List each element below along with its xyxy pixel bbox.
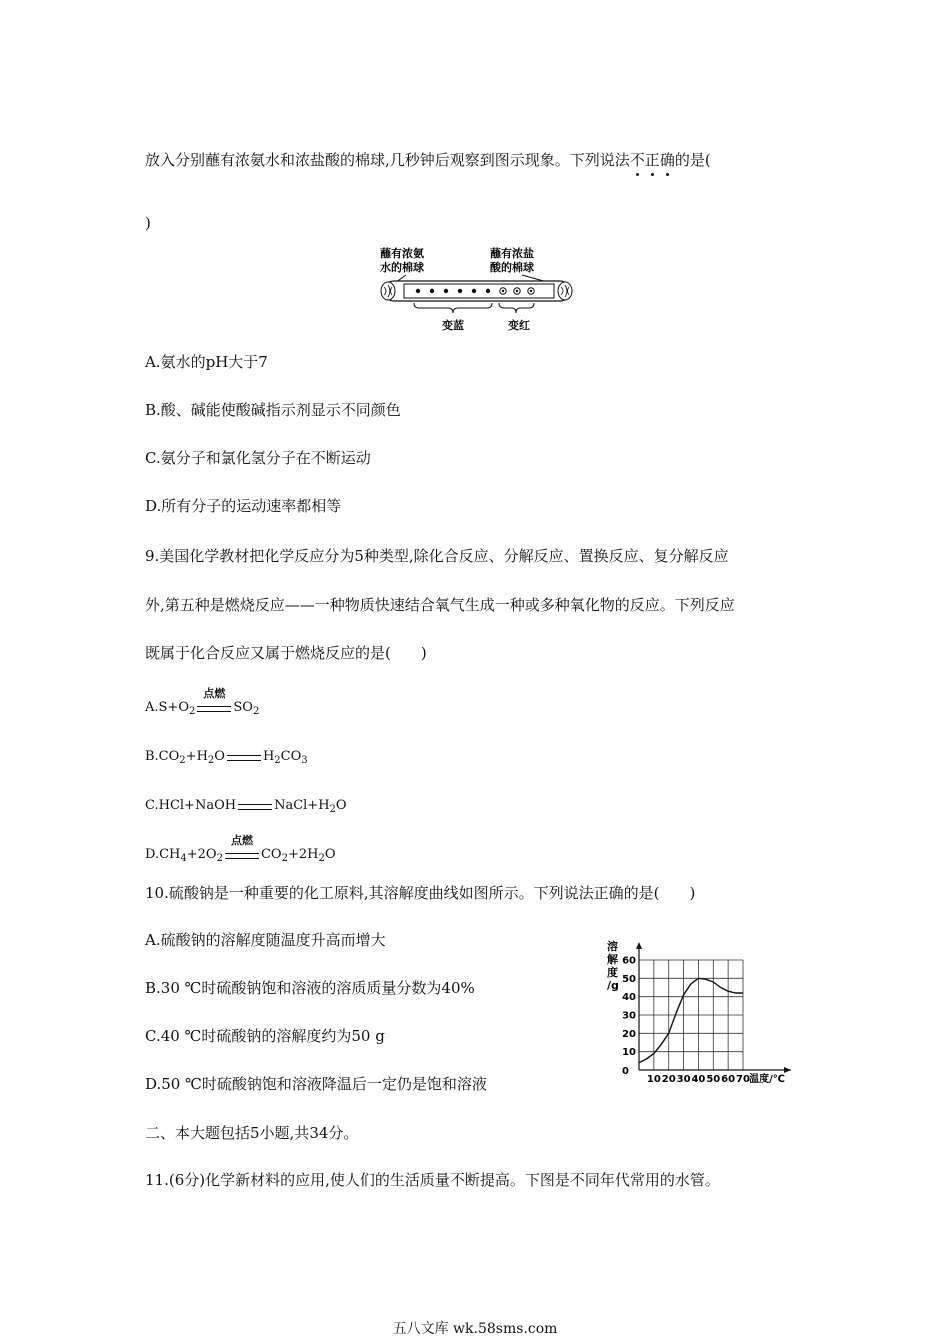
x-tick-label: 20 (661, 1074, 676, 1085)
y-tick-label: 20 (622, 1028, 636, 1040)
q8-stem-close: ) (145, 214, 151, 232)
y-axis-arrow (636, 942, 642, 949)
q8-emph-3: 确 (659, 151, 675, 169)
x-tick-label: 30 (676, 1074, 691, 1085)
solubility-curve (639, 978, 743, 1062)
y-axis-label: 度 (607, 966, 618, 979)
y-axis-label: /g (607, 979, 619, 992)
y-tick-label: 60 (622, 955, 636, 967)
cotton-ball-left (381, 282, 395, 300)
q8-option-d: D.所有分子的运动速率都相等 (145, 497, 342, 515)
q9-option-b: $B.CO_2+H_2O$ $H_2CO_3$ (145, 749, 308, 766)
y-tick-label: 30 (622, 1010, 636, 1022)
q9-line-1: 9.美国化学教材把化学反应分为5种类型,除化合反应、分解反应、置换反应、复分解反应 (145, 547, 729, 565)
q8-option-b: B.酸、碱能使酸碱指示剂显示不同颜色 (145, 401, 401, 419)
footer-watermark: 五八文库 wk.58sms.com (392, 1321, 558, 1337)
q10-option-b: B.30 ℃时硫酸钠饱和溶液的溶质质量分数为40% (145, 979, 475, 997)
q8-emph-1: 不 (629, 151, 645, 169)
x-tick-label: 70 (736, 1074, 750, 1085)
q11-stem: 11.(6分)化学新材料的应用,使人们的生活质量不断提高。下图是不同年代常用的水管。 (145, 1171, 720, 1189)
ignite-condition: 点燃 (203, 687, 226, 700)
q9-option-d: $D.CH_4+2O_2$ 点燃 $CO_2+2H_2O$ (145, 845, 336, 869)
ignite-condition-d: 点燃 (230, 834, 253, 847)
eq-sign-ignite (223, 834, 261, 865)
origin-label: 0 (622, 1066, 629, 1077)
y-axis-label: 溶 (607, 940, 618, 953)
q8-tube-figure (372, 243, 582, 335)
fig-label-red: 变红 (508, 319, 530, 332)
x-tick-label: 60 (721, 1074, 736, 1085)
y-axis-label: 解 (607, 953, 618, 966)
q9-option-a: $A.S+O_2$ 点燃 $SO_2$ (145, 698, 259, 722)
eq-sign-ignite (195, 687, 233, 718)
q8-option-a: A.氨水的pH大于7 (145, 353, 268, 371)
cotton-ball-right (558, 282, 572, 300)
x-tick-label: 50 (706, 1074, 721, 1085)
y-tick-label: 50 (622, 973, 636, 985)
fig-label-right-2: 酸的棉球 (490, 261, 534, 274)
eq-sign (225, 747, 263, 767)
q8-option-c: C.氨分子和氯化氢分子在不断运动 (145, 449, 371, 467)
y-tick-label: 10 (622, 1047, 636, 1059)
q8-stem (145, 150, 711, 170)
fig-label-blue: 变蓝 (442, 319, 464, 332)
y-tick-label: 40 (622, 992, 636, 1004)
q10-option-c: C.40 ℃时硫酸钠的溶解度约为50 g (145, 1027, 385, 1045)
fig-label-left-1: 蘸有浓氨 (380, 247, 424, 260)
solubility-chart (603, 938, 803, 1088)
section-two-heading: 二、本大题包括5小题,共34分。 (145, 1124, 359, 1142)
q10-option-a: A.硫酸钠的溶解度随温度升高而增大 (145, 931, 386, 949)
q8-stem-part2: 的是( (674, 151, 711, 169)
q9-line-3: 既属于化合反应又属于燃烧反应的是( ) (145, 644, 427, 662)
x-axis-label: 温度/℃ (749, 1074, 785, 1085)
q8-stem-part1: 放入分别蘸有浓氨水和浓盐酸的棉球,几秒钟后观察到图示现象。下列说法 (145, 151, 630, 169)
fig-label-left-2: 水的棉球 (380, 261, 424, 274)
x-tick-label: 10 (646, 1074, 661, 1085)
x-tick-label: 40 (691, 1074, 706, 1085)
x-axis-arrow (784, 1067, 791, 1073)
q8-emph-2: 正 (644, 151, 660, 169)
eq-sign (236, 796, 274, 816)
q9-option-c: C.HCl+NaOH $NaCl+H_2O$ (145, 798, 347, 815)
q9-line-2: 外,第五种是燃烧反应——一种物质快速结合氧气生成一种或多种氧化物的反应。下列反应 (145, 596, 735, 614)
q10-stem: 10.硫酸钠是一种重要的化工原料,其溶解度曲线如图所示。下列说法正确的是( ) (145, 884, 696, 902)
q10-option-d: D.50 ℃时硫酸钠饱和溶液降温后一定仍是饱和溶液 (145, 1075, 487, 1093)
fig-label-right-1: 蘸有浓盐 (490, 247, 534, 260)
